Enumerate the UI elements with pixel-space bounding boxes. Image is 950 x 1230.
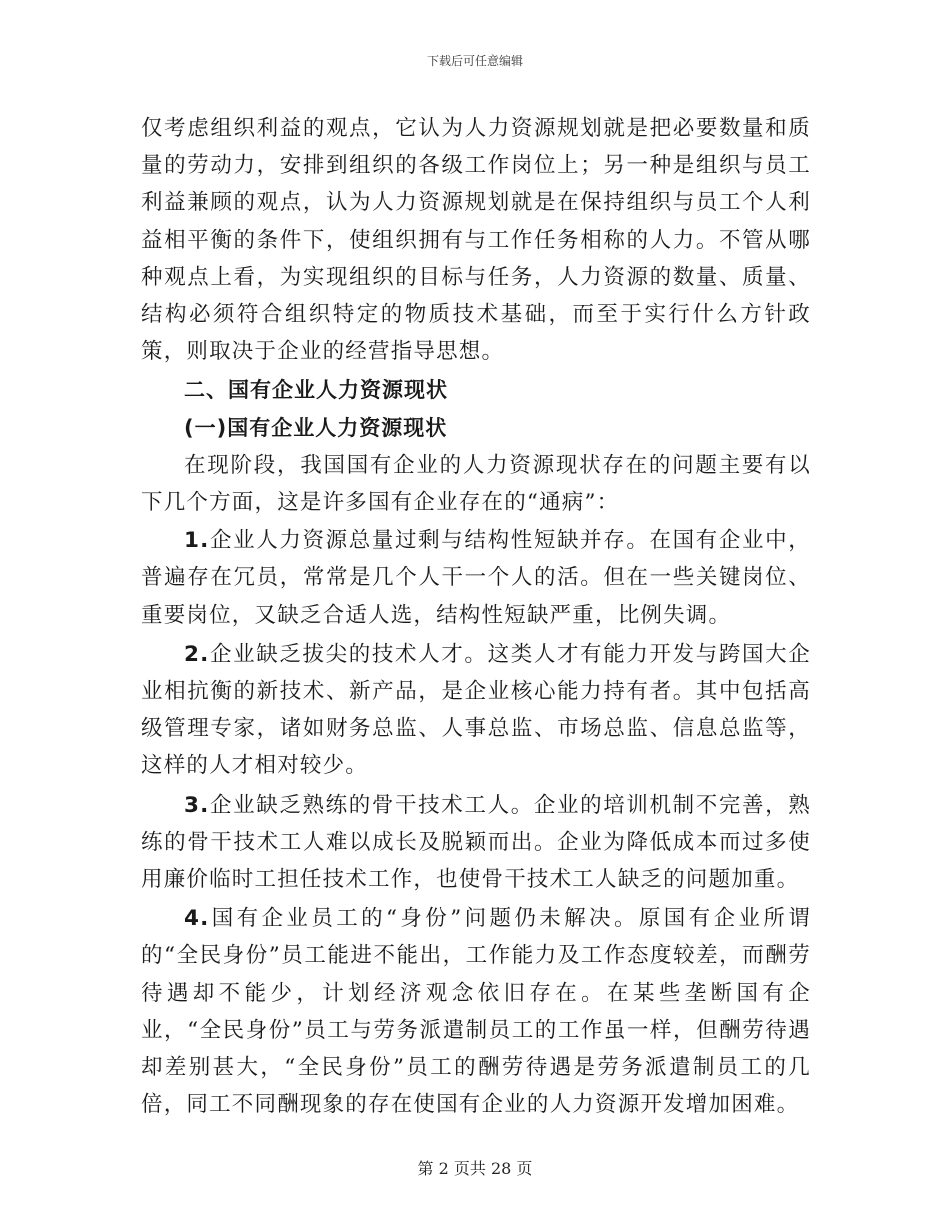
section-heading: 二、国有企业人力资源现状	[184, 378, 448, 403]
list-item-1	[141, 522, 811, 634]
list-item-2	[141, 636, 811, 785]
list-item-number: 3.	[184, 792, 210, 818]
list-item-number: 4.	[184, 906, 210, 932]
list-item-text: 企业缺乏拔尖的技术人才。这类人才有能力开发与跨国大企业相抗衡的新技术、新产品，是企业核心能力持有者。其中包括高级管理专家，诸如财务总监、人事总监、市场总监、信息总监等，这样的人才相对较少。	[141, 641, 811, 779]
document-body	[141, 110, 811, 1123]
page-header: 下载后可任意编辑	[426, 54, 523, 68]
paragraph-continued: 仅考虑组织利益的观点，它认为人力资源规划就是把必要数量和质量的劳动力，安排到组织的各级工作岗位上；另一种是组织与员工利益兼顾的观点，认为人力资源规划就是在保持组织与员工个人利益相平衡的条件下，使组织拥有与工作任务相称的人力。不管从哪种观点上看，为实现组织的目标与任务，人力资源的数量、质量、结构必须符合组织特定的物质技术基础，而至于实行什么方针政策，则取决于企业的经营指导思想。	[141, 116, 811, 365]
subsection-heading: (一)国有企业人力资源现状	[184, 415, 448, 440]
list-item-number: 1.	[184, 528, 210, 554]
list-item-text: 企业人力资源总量过剩与结构性短缺并存。在国有企业中，普遍存在冗员，常常是几个人干一个人的活。但在一些关键岗位、重要岗位，又缺乏合适人选，结构性短缺严重，比例失调。	[141, 528, 811, 628]
list-item-text: 企业缺乏熟练的骨干技术工人。企业的培训机制不完善，熟练的骨干技术工人难以成长及脱颖而出。企业为降低成本而过多使用廉价临时工担任技术工作，也使骨干技术工人缺乏的问题加重。	[141, 792, 811, 893]
list-item-number: 2.	[184, 641, 210, 667]
page-footer: 第 2 页共 28 页	[417, 1159, 533, 1178]
list-item-text: 国有企业员工的“身份”问题仍未解决。原国有企业所谓的“全民身份”员工能进不能出，工作能力及工作态度较差，而酬劳待遇却不能少，计划经济观念依旧存在。在某些垄断国有企业，“全民身份”员工与劳务派遣制员工的工作虽一样，但酬劳待遇却差别甚大，“全民身份”员工的酬劳待遇是劳务派遣制员工的几倍，同工不同酬现象的存在使国有企业的人力资源开发增加困难。	[141, 906, 811, 1118]
intro-paragraph: 在现阶段，我国国有企业的人力资源现状存在的问题主要有以下几个方面，这是许多国有企业存在的“通病”：	[141, 452, 811, 516]
list-item-3	[141, 787, 811, 899]
list-item-4	[141, 900, 811, 1123]
